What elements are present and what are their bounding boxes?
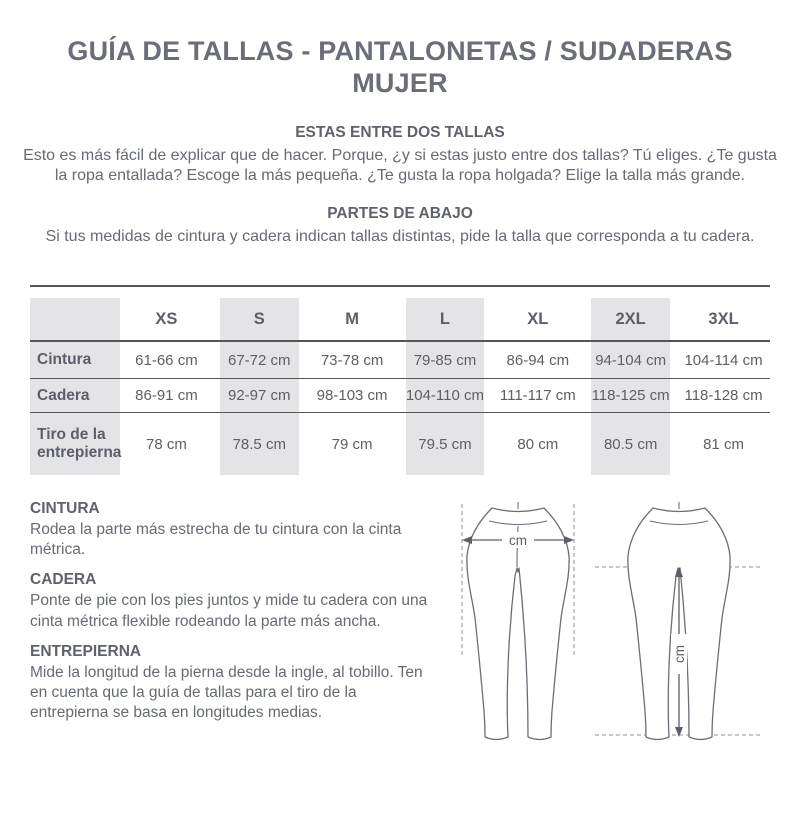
size-cell: 67-72 cm bbox=[213, 341, 306, 379]
row-label-cadera: Cadera bbox=[30, 379, 120, 413]
guide-body-cintura: Rodea la parte más estrecha de tu cintura con la cinta métrica. bbox=[30, 521, 402, 559]
section-heading-between-sizes: ESTAS ENTRE DOS TALLAS bbox=[295, 123, 505, 141]
size-cell: 78.5 cm bbox=[213, 413, 306, 476]
guide-body-entrepierna: Mide la longitud de la pierna desde la ingle, al tobillo. Ten en cuenta que la guía de tallas para el tiro de la entrepierna se basa en longitudes medias. bbox=[30, 663, 423, 722]
guide-heading-cintura: CINTURA bbox=[30, 500, 100, 518]
size-cell: 94-104 cm bbox=[584, 341, 677, 379]
size-cell: 61-66 cm bbox=[120, 341, 213, 379]
diagrams bbox=[458, 496, 800, 761]
size-cell: 80 cm bbox=[517, 435, 559, 453]
column-header-l: L bbox=[399, 298, 492, 341]
size-cell: 111-117 cm bbox=[491, 379, 584, 413]
size-table bbox=[30, 298, 770, 475]
size-cell: 86-91 cm bbox=[120, 379, 213, 413]
size-cell: 73-78 cm bbox=[306, 341, 399, 379]
size-cell: 79.5 cm bbox=[399, 413, 492, 476]
waist-cm-label: cm bbox=[509, 533, 527, 549]
size-cell: 81 cm bbox=[703, 435, 744, 453]
inseam-measure-diagram bbox=[595, 496, 800, 761]
size-cell: 118-128 cm bbox=[677, 379, 770, 413]
size-cell: 118-125 cm bbox=[584, 379, 677, 413]
measure-guide-section bbox=[30, 498, 800, 761]
column-header-s: S bbox=[213, 298, 306, 341]
inseam-cm-label: cm bbox=[672, 645, 687, 664]
size-cell: 104-110 cm bbox=[399, 379, 492, 413]
size-table-header-row bbox=[30, 298, 770, 341]
table-row-cadera bbox=[30, 379, 770, 413]
table-row-cintura bbox=[30, 341, 770, 379]
waist-measure-diagram bbox=[458, 496, 583, 761]
column-header-m: M bbox=[306, 298, 399, 341]
guide-heading-cadera: CADERA bbox=[30, 571, 97, 589]
size-cell: 86-94 cm bbox=[491, 341, 584, 379]
column-header-xl: XL bbox=[491, 298, 584, 341]
section-heading-bottoms: PARTES DE ABAJO bbox=[327, 205, 473, 223]
page-title: GUÍA DE TALLAS - PANTALONETAS / SUDADERAS MUJER bbox=[67, 36, 733, 98]
row-label-tiro: Tiro de la entrepierna bbox=[30, 413, 120, 476]
size-cell: 80.5 cm bbox=[584, 413, 677, 476]
guide-heading-entrepierna: ENTREPIERNA bbox=[30, 642, 142, 660]
row-label-cintura: Cintura bbox=[30, 341, 120, 379]
size-cell: 92-97 cm bbox=[213, 379, 306, 413]
table-row-tiro bbox=[30, 413, 770, 476]
column-header-xs: XS bbox=[120, 298, 213, 341]
guide-body-cadera: Ponte de pie con los pies juntos y mide tu cadera con una cinta métrica flexible rodeando la parte más ancha. bbox=[30, 592, 428, 630]
size-cell: 104-114 cm bbox=[677, 341, 770, 379]
size-table-section bbox=[30, 285, 770, 475]
size-cell: 79-85 cm bbox=[399, 341, 492, 379]
section-body-bottoms: Si tus medidas de cintura y cadera indican tallas distintas, pide la talla que corresponda a tu cadera. bbox=[45, 228, 755, 246]
size-cell: 98-103 cm bbox=[306, 379, 399, 413]
section-body-between-sizes: Esto es más fácil de explicar que de hacer. Porque, ¿y si estas justo entre dos tallas? Tú eliges. ¿Te gusta la ropa entallada? Escoge la más pequeña. ¿Te gusta la ropa holgada? Elige la talla más grande. bbox=[23, 146, 777, 184]
measure-guide-text bbox=[30, 498, 430, 723]
column-header-2xl: 2XL bbox=[584, 298, 677, 341]
column-header-3xl: 3XL bbox=[677, 298, 770, 341]
size-cell: 78 cm bbox=[145, 435, 187, 453]
size-cell: 79 cm bbox=[331, 435, 373, 453]
column-header-blank bbox=[30, 298, 120, 341]
